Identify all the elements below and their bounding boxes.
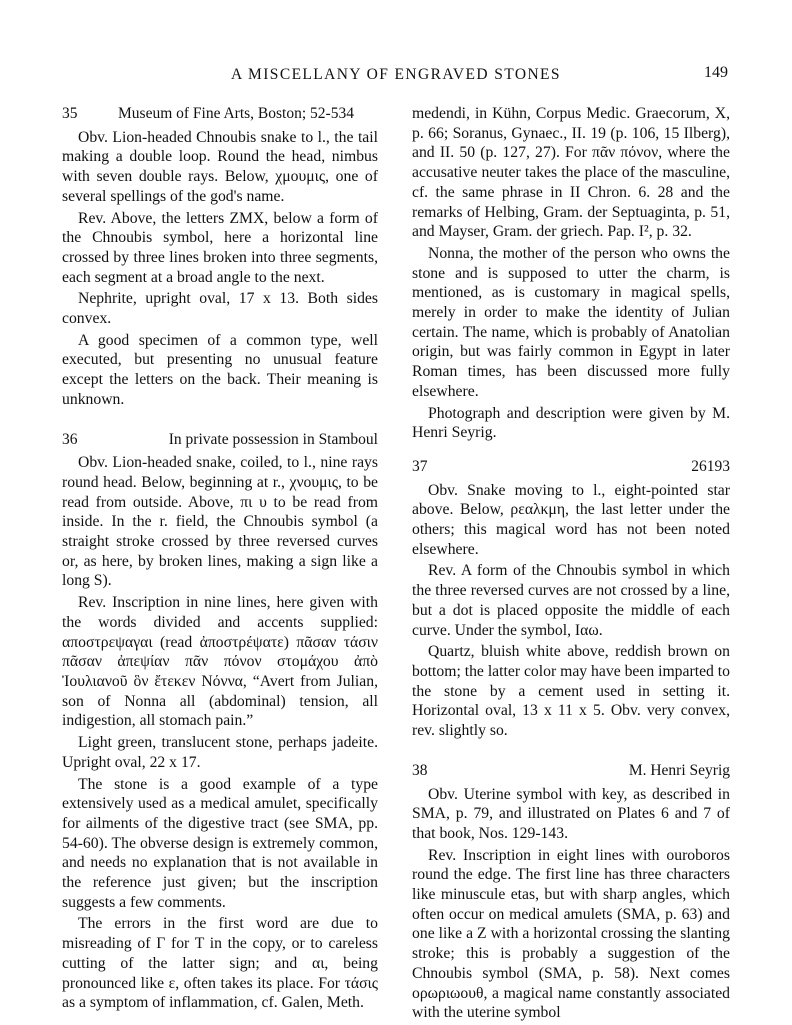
entry-36-errors: The errors in the first word are due to misreading of Γ for T in the copy, or to careless cutting of the latter sign; and αι, being pronounced like ε, often takes its place. For τάσις as a symptom of inflammation, cf. Galen, Meth.	[62, 915, 378, 1012]
entry-35-number: 35	[62, 105, 78, 122]
entry-36-number: 36	[62, 430, 78, 448]
entry-35-reverse: Rev. Above, the letters ZMX, below a form of the Chnoubis symbol, here a horizontal line crossed by three lines broken into three segments, each segment at a broad angle to the next.	[62, 209, 378, 286]
entry-38-obverse: Obv. Uterine symbol with key, as described in SMA, p. 79, and illustrated on Plates 6 and 7 of that book, Nos. 129-143.	[412, 785, 730, 842]
entry-36-heading	[62, 430, 378, 450]
entry-38-number: 38	[412, 761, 428, 779]
entry-35-heading	[62, 104, 378, 124]
entry-35-commentary: A good specimen of a common type, well executed, but presenting no unusual feature except the letters on the back. Their meaning is unknown.	[62, 331, 378, 408]
entry-35-material: Nephrite, upright oval, 17 x 13. Both sides convex.	[62, 290, 378, 328]
left-column	[62, 104, 378, 1015]
right-column	[412, 104, 730, 1025]
entry-36-material: Light green, translucent stone, perhaps jadeite. Upright oval, 22 x 17.	[62, 734, 378, 771]
entry-38-heading	[412, 761, 730, 781]
entry-36-credit: Photograph and description were given by M. Henri Seyrig.	[412, 404, 730, 442]
entry-36-location: In private possession in Stamboul	[168, 430, 378, 448]
running-title: A MISCELLANY OF ENGRAVED STONES	[231, 66, 561, 83]
entry-37-material: Quartz, bluish white above, reddish brown on bottom; the latter color may have been imparted to the stone by a cement used in setting it. Horizontal oval, 13 x 11 x 5. Obv. very convex, rev. slightly so.	[412, 643, 731, 740]
entry-37-obverse: Obv. Snake moving to l., eight-pointed star above. Below, ρεαλκμη, the last letter under the others; this magical word has not been noted elsewhere.	[412, 481, 730, 558]
entry-35-obverse: Obv. Lion-headed Chnoubis snake to l., the tail making a double loop. Round the head, nimbus with seven double rays. Below, χμουμις, one of several spellings of the god's name.	[62, 128, 378, 205]
entry-37-location: 26193	[691, 457, 730, 475]
entry-36-nonna: Nonna, the mother of the person who owns the stone and is supposed to utter the charm, is mentioned, as is customary in magical spells, merely in order to make the identity of Julian certain. The name, which is probably of Anatolian origin, but was fairly common in Egypt in later Roman times, has been discussed more fully elsewhere.	[412, 244, 730, 400]
entry-35-location: Museum of Fine Arts, Boston; 52-534	[118, 105, 354, 122]
entry-38-reverse: Rev. Inscription in eight lines with ouroboros round the edge. The first line has three characters like minuscule etas, but with sharp angles, which often occur on medical amulets (SMA, p. 63) and one like a Z with a horizontal crossing the slanting stroke; this is probably a suggestion of the Chnoubis symbol (SMA, p. 58). Next comes ορωριωουθ, a magical name constantly associated with the uterine symbol	[412, 846, 730, 1022]
entry-36-reverse: Rev. Inscription in nine lines, here given with the words divided and accents supplied: αποστρεψαγαι (read ἀποστρέψατε) πᾶσαν τάσιν πᾶσαν ἀπεψίαν πᾶν πόνον στομάχου ἀπὸ Ἰουλιανοῦ ὃν ἔτεκεν Νόννα, “Avert from Julian, son of Nonna all (abdominal) tension, all indigestion, all stomach pain.”	[62, 594, 378, 730]
entry-37-number: 37	[412, 457, 428, 475]
entry-38-location: M. Henri Seyrig	[628, 761, 730, 779]
entry-36-obverse: Obv. Lion-headed snake, coiled, to l., nine rays round head. Below, beginning at r., χνουμις, to be read from outside. Above, πι υ to be read from inside. In the r. field, the Chnoubis symbol (a straight stroke crossed by three reversed curves or, as here, by broken lines, making a sign like a long S).	[62, 454, 378, 590]
entry-37-heading	[412, 457, 730, 477]
entry-36-continuation: medendi, in Kühn, Corpus Medic. Graecorum, X, p. 66; Soranus, Gynaec., II. 19 (p. 106, 15 Ilberg), and II. 50 (p. 127, 27). For πᾶν πόνον, where the accusative neuter takes the place of the masculine, cf. the same phrase in II Chron. 6. 28 and the remarks of Helbing, Gram. der Septuaginta, p. 51, and Mayser, Gram. der griech. Pap. I², p. 32.	[412, 105, 730, 241]
entry-37-reverse: Rev. A form of the Chnoubis symbol in which the three reversed curves are not crossed by a line, but a dot is placed opposite the middle of each curve. Under the symbol, Ιαω.	[412, 562, 730, 639]
page-number: 149	[704, 64, 728, 81]
entry-36-commentary: The stone is a good example of a type extensively used as a medical amulet, specifically for ailments of the digestive tract (see SMA, pp. 54-60). The obverse design is extremely common, and needs no explanation that is not available in the reference just given; but the inscription suggests a few comments.	[62, 775, 378, 911]
